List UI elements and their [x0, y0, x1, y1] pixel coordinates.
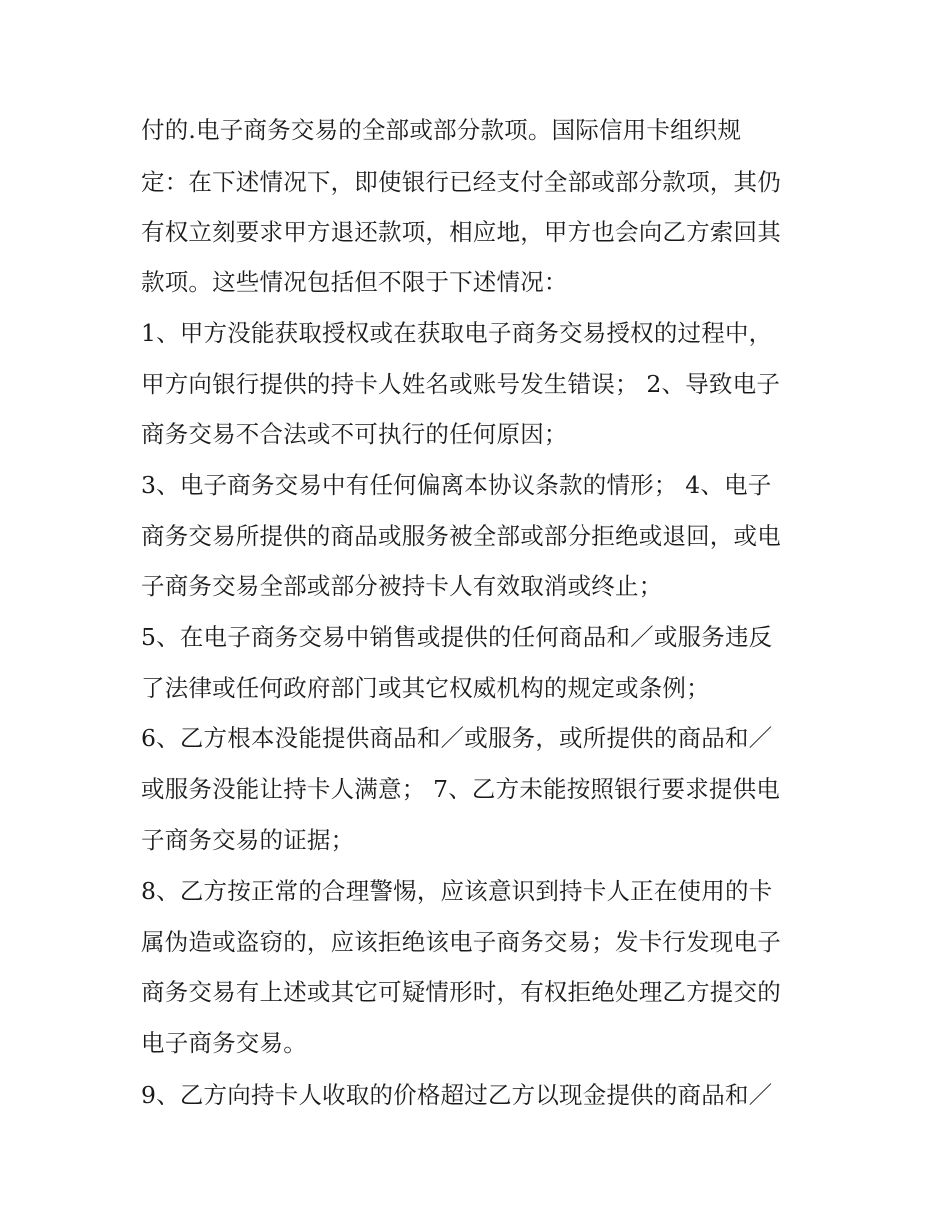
text-line-18: 商务交易有上述或其它可疑情形时，有权拒绝处理乙方提交的: [141, 978, 781, 1006]
text-line-16: 8、乙方按正常的合理警惕，应该意识到持卡人正在使用的卡: [141, 877, 773, 905]
text-line-2: 定：在下述情况下，即使银行已经支付全部或部分款项，其仍: [141, 168, 781, 196]
text-line-6: 甲方向银行提供的持卡人姓名或账号发生错误； 2、导致电子: [141, 370, 781, 398]
text-line-1: 付的.电子商务交易的全部或部分款项。国际信用卡组织规: [141, 116, 742, 144]
text-line-17: 属伪造或盗窃的，应该拒绝该电子商务交易；发卡行发现电子: [141, 928, 781, 956]
text-line-11: 5、在电子商务交易中销售或提供的任何商品和／或服务违反: [141, 623, 773, 651]
text-line-8: 3、电子商务交易中有任何偏离本协议条款的情形； 4、电子: [141, 471, 772, 499]
text-line-12: 了法律或任何政府部门或其它权威机构的规定或条例；: [141, 674, 710, 702]
text-line-9: 商务交易所提供的商品或服务被全部或部分拒绝或退回，或电: [141, 522, 781, 550]
text-line-15: 子商务交易的证据；: [141, 826, 355, 854]
text-line-3: 有权立刻要求甲方退还款项，相应地，甲方也会向乙方索回其: [141, 218, 781, 246]
text-line-19: 电子商务交易。: [141, 1029, 307, 1057]
text-line-4: 款项。这些情况包括但不限于下述情况：: [141, 268, 568, 296]
text-line-5: 1、甲方没能获取授权或在获取电子商务交易授权的过程中，: [141, 319, 773, 347]
text-line-14: 或服务没能让持卡人满意； 7、乙方未能按照银行要求提供电: [141, 775, 781, 803]
text-line-7: 商务交易不合法或不可执行的任何原因；: [141, 420, 568, 448]
text-line-13: 6、乙方根本没能提供商品和／或服务，或所提供的商品和／: [141, 724, 773, 752]
text-line-10: 子商务交易全部或部分被持卡人有效取消或终止；: [141, 572, 663, 600]
text-line-20: 9、乙方向持卡人收取的价格超过乙方以现金提供的商品和／: [141, 1081, 773, 1109]
